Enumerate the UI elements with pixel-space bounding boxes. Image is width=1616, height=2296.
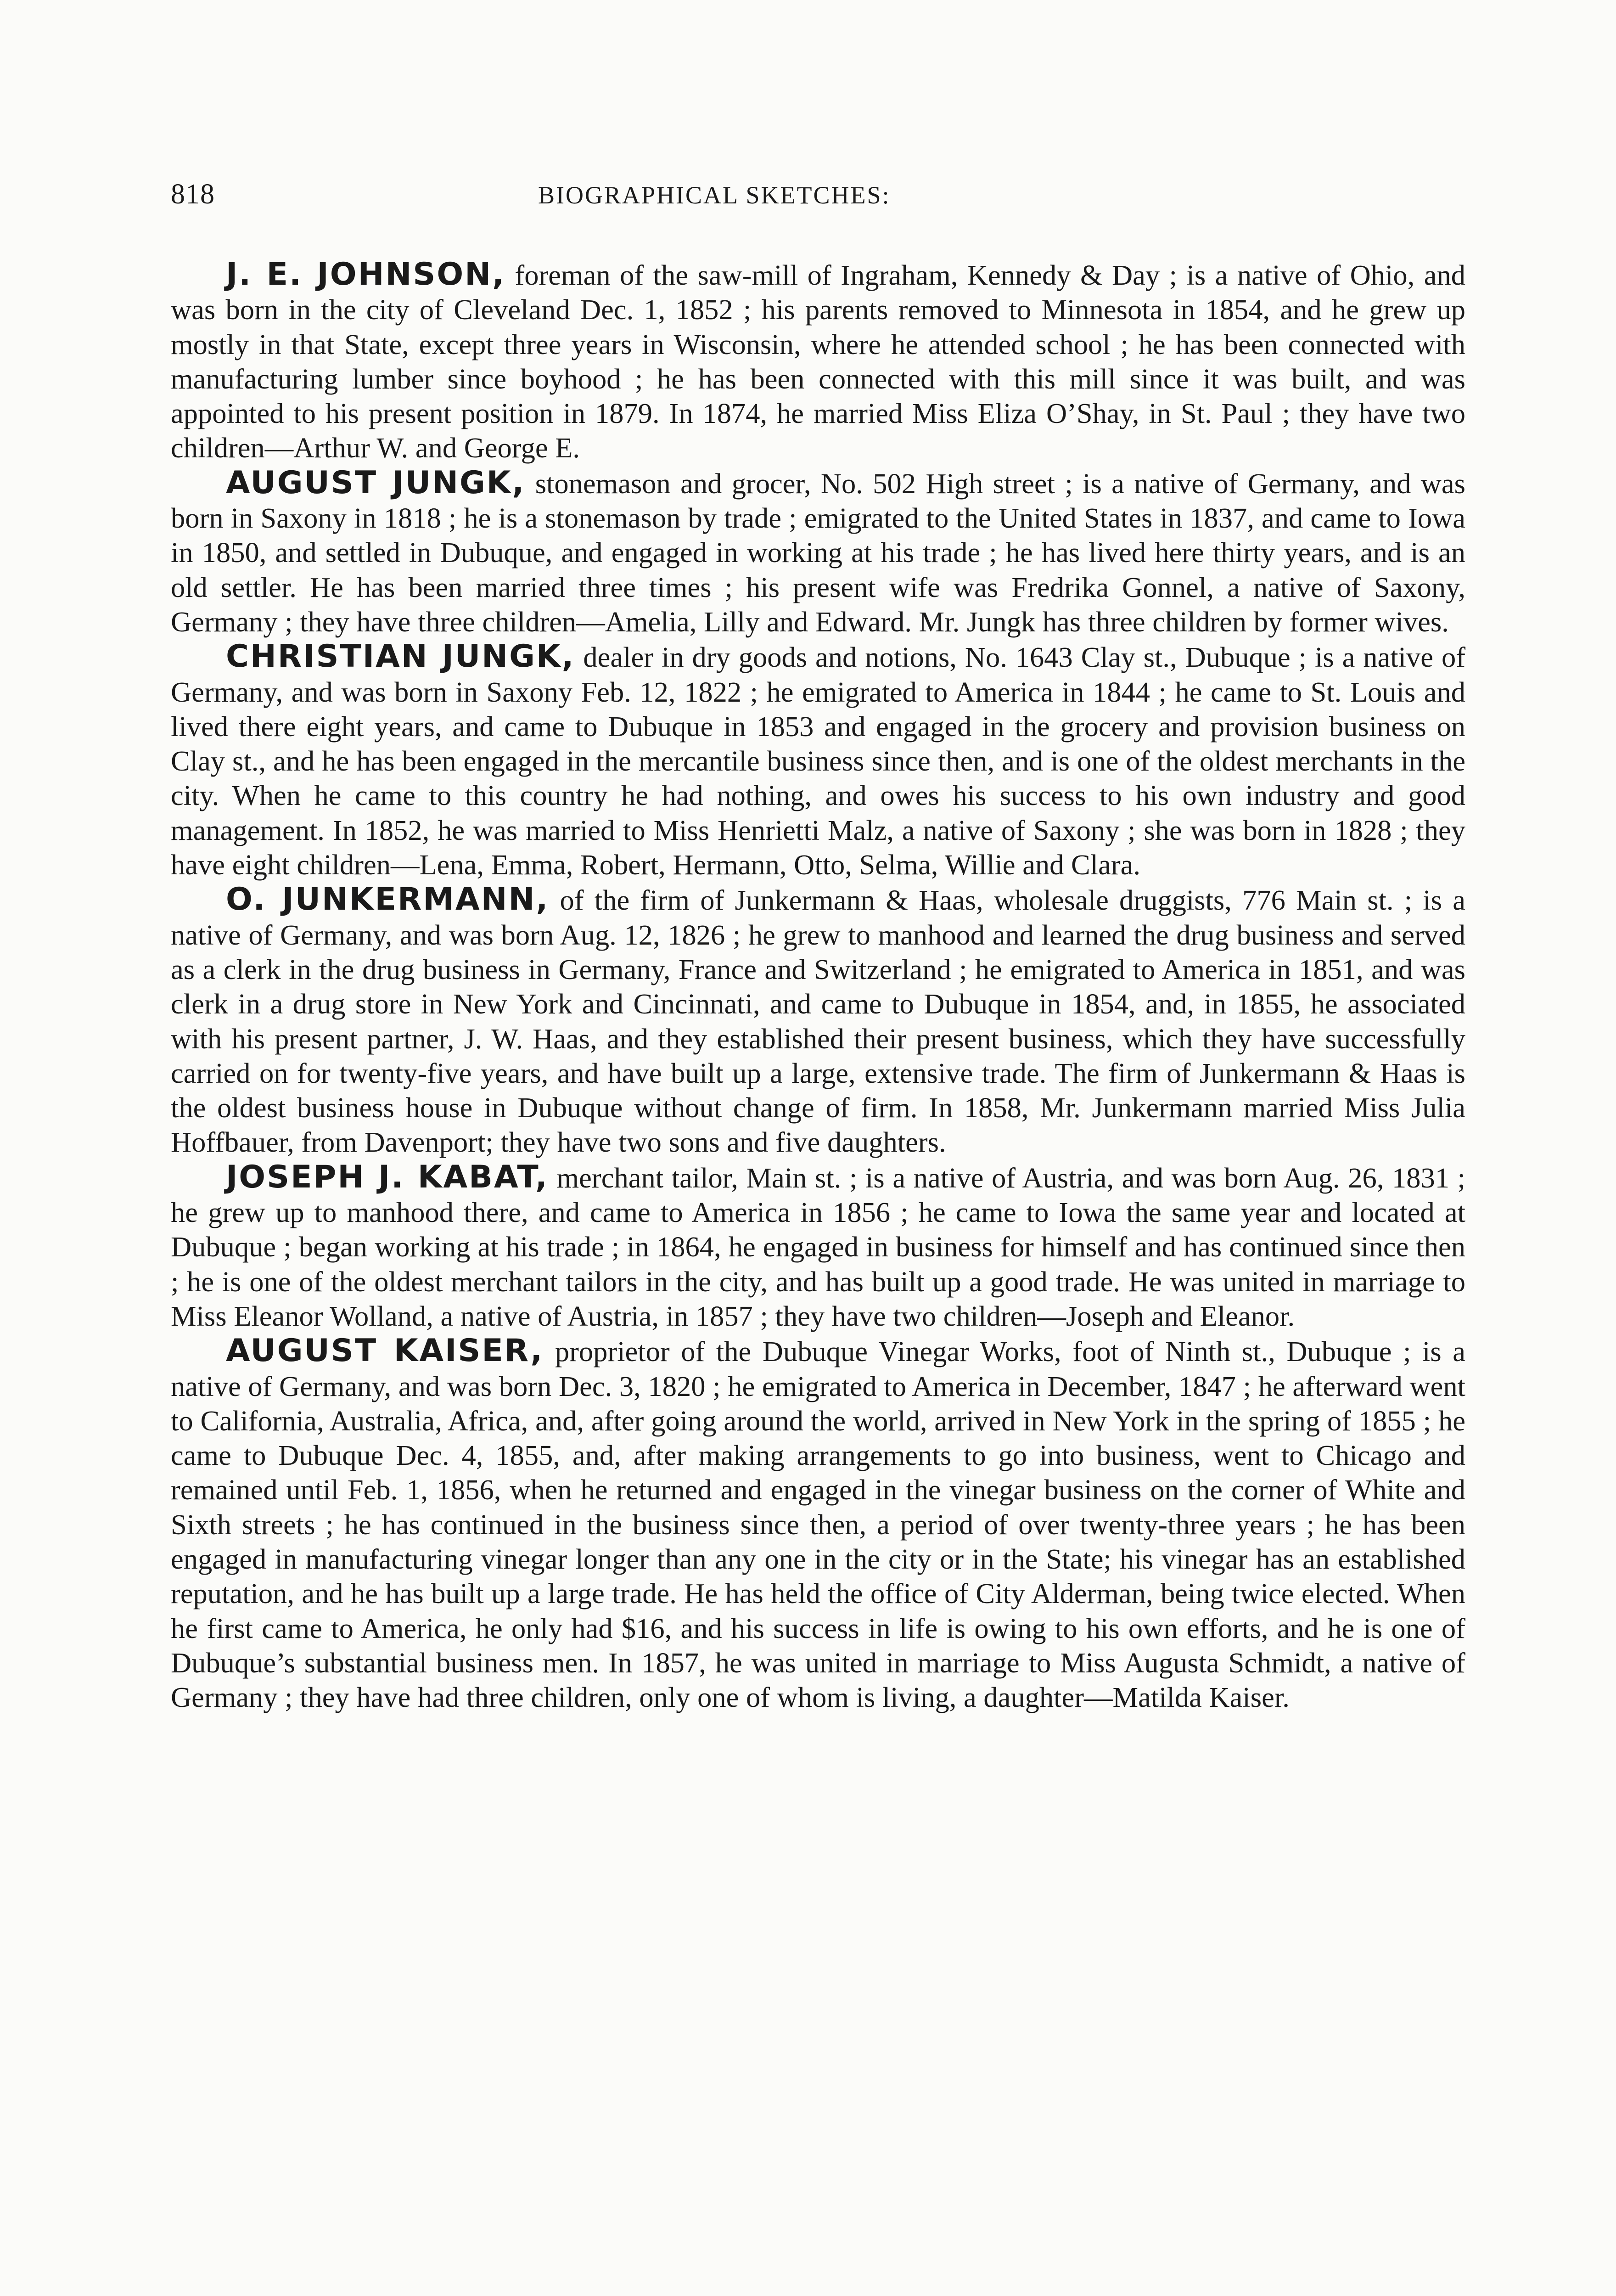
entry-text: stonemason and grocer, No. 502 High street ; is a native of Germany, and was born in Saxony in 1818 ; he is a stonemason by trade ; emigrated to the United States in 1837, and came to Iowa in 1850, and settled in Dubuque, and engaged in working at his trade ; he has lived here thirty years, and is an old settler. He has been married three times ; his present wife was Fredrika Gonnel, a native of Saxony, Germany ; they have three children—Amelia, Lilly and Edward. Mr. Jungk has three children by former wives. — [171, 467, 1465, 638]
entry-text: merchant tailor, Main st. ; is a native of Austria, and was born Aug. 26, 1831 ; he grew up to manhood there, and came to America in 1856 ; he came to Iowa the same year and located at Dubuque ; began working at his trade ; in 1864, he engaged in business for himself and has continued since then ; he is one of the oldest merchant tailors in the city, and has built up a good trade. He was united in marriage to Miss Eleanor Wolland, a native of Austria, in 1857 ; they have two children—Joseph and Eleanor. — [171, 1161, 1466, 1332]
page-number: 818 — [171, 179, 215, 210]
entry-johnson — [171, 257, 1465, 466]
entry-text: of the firm of Junkermann & Haas, wholesale druggists, 776 Main st. ; is a native of Germany, and was born Aug. 12, 1826 ; he grew to manhood and learned the drug business and served as a clerk in the drug business in Germany, France and Switzerland ; he emigrated to America in 1851, and was clerk in a drug store in New York and Cincinnati, and came to Dubuque in 1854, and, in 1855, he associated with his present partner, J. W. Haas, and they established their present business, which they have successfully carried on for twenty-five years, and have built up a large, extensive trade. The firm of Junkermann & Haas is the oldest business house in Dubuque without change of firm. In 1858, Mr. Junkermann married Miss Julia Hoffbauer, from Davenport; they have two sons and five daughters. — [171, 884, 1466, 1159]
entry-august-jungk — [171, 466, 1465, 639]
entry-name: O. JUNKERMANN, — [226, 881, 550, 918]
entry-name: AUGUST KAISER, — [226, 1333, 544, 1369]
entry-junkermann — [171, 882, 1465, 1159]
entry-name: JOSEPH J. KABAT, — [226, 1159, 549, 1195]
entry-kabat — [171, 1160, 1465, 1334]
entry-text: proprietor of the Dubuque Vinegar Works, foot of Ninth st., Dubuque ; is a native of Germany, and was born Dec. 3, 1820 ; he emigrated to America in December, 1847 ; he afterward went to California, Australia, Africa, and, after going around the world, arrived in New York in the spring of 1855 ; he came to Dubuque Dec. 4, 1855, and, after making arrangements to go into business, went to Chicago and remained until Feb. 1, 1856, when he returned and engaged in the vinegar business on the corner of White and Sixth streets ; he has continued in the business since then, a period of over twenty-three years ; he has been engaged in manufacturing vinegar longer than any one in the city or in the State; his vinegar has an established reputation, and he has built up a large trade. He has held the office of City Alderman, being twice elected. When he first came to America, he only had $16, and his success in life is owing to his own efforts, and he is one of Dubuque’s substantial business men. In 1857, he was united in marriage to Miss Augusta Schmidt, a native of Germany ; they have had three children, only one of whom is living, a daughter—Matilda Kaiser. — [171, 1335, 1465, 1714]
running-head: BIOGRAPHICAL SKETCHES: — [538, 181, 891, 209]
page-body — [171, 257, 1465, 1715]
entry-text: dealer in dry goods and notions, No. 1643 Clay st., Dubuque ; is a native of Germany, and was born in Saxony Feb. 12, 1822 ; he emigrated to America in 1844 ; he came to St. Louis and lived there eight years, and came to Dubuque in 1853 and engaged in the grocery and provision business on Clay st., and he has been engaged in the mercantile business since then, and is one of the oldest merchants in the city. When he came to this country he had nothing, and owes his success to his own industry and good management. In 1852, he was married to Miss Henrietti Malz, a native of Saxony ; she was born in 1828 ; they have eight children—Lena, Emma, Robert, Hermann, Otto, Selma, Willie and Clara. — [171, 641, 1466, 881]
entry-kaiser — [171, 1334, 1465, 1715]
page-header — [171, 178, 1465, 219]
entry-text: foreman of the saw-mill of Ingraham, Kennedy & Day ; is a native of Ohio, and was born in the city of Cleveland Dec. 1, 1852 ; his parents removed to Minnesota in 1854, and he grew up mostly in that State, except three years in Wisconsin, where he attended school ; he has been connected with manufacturing lumber since boyhood ; he has been connected with this mill since it was built, and was appointed to his present position in 1879. In 1874, he married Miss Eliza O’Shay, in St. Paul ; they have two children—Arthur W. and George E. — [171, 259, 1465, 464]
entry-name: CHRISTIAN JUNGK, — [226, 638, 575, 675]
entry-name: AUGUST JUNGK, — [226, 464, 526, 501]
entry-christian-jungk — [171, 639, 1465, 882]
entry-name: J. E. JOHNSON, — [226, 256, 505, 293]
